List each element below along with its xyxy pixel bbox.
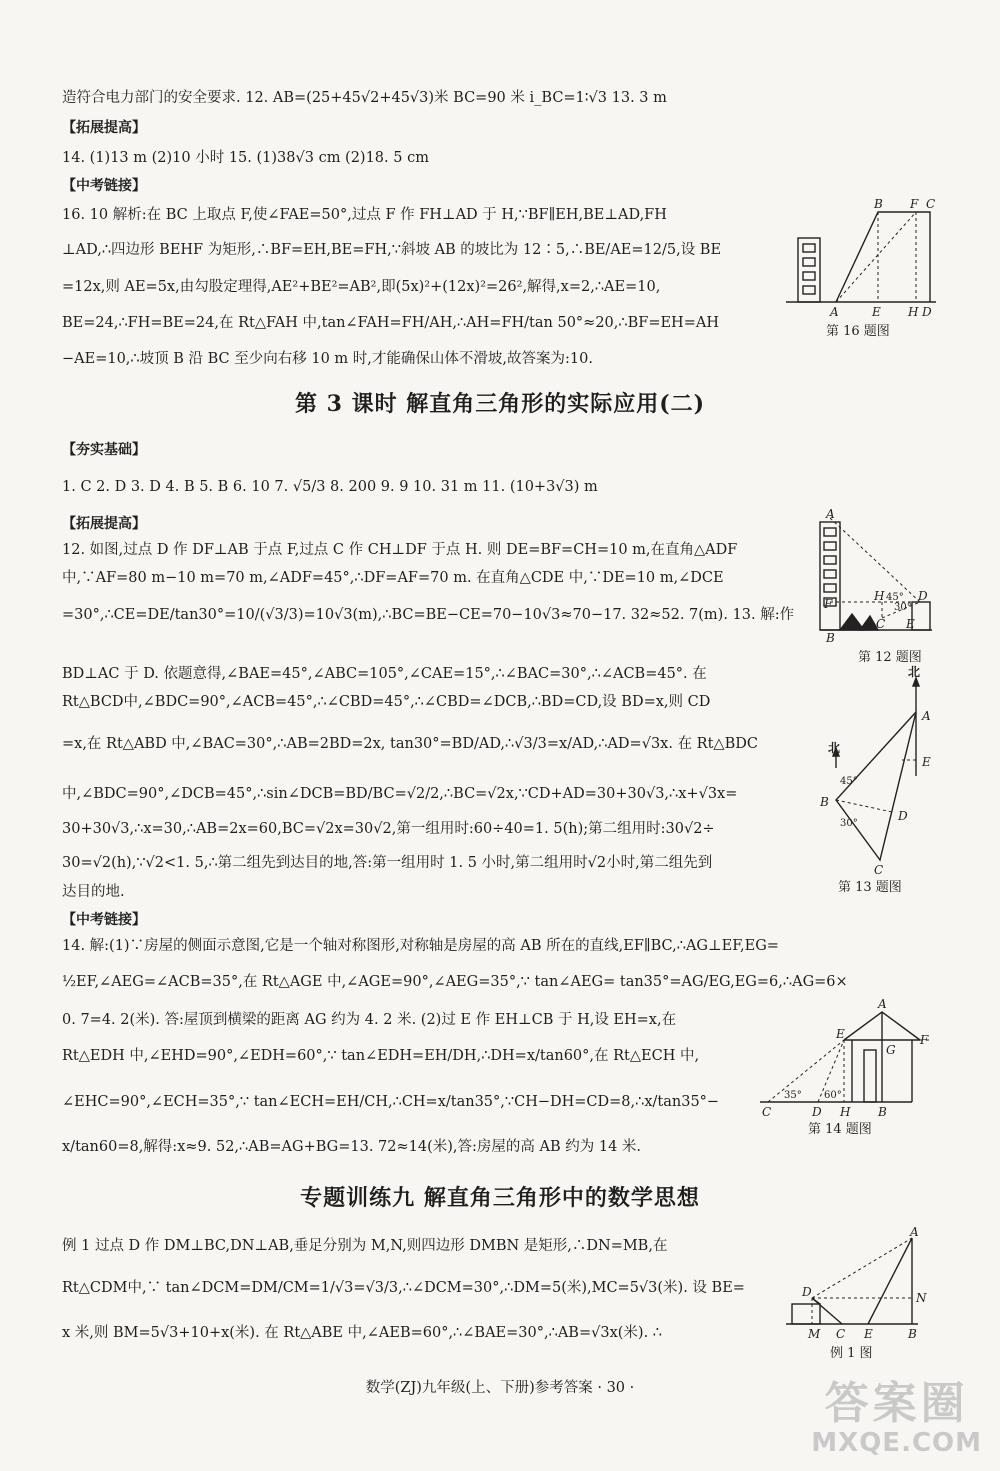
label: C	[876, 617, 886, 631]
example-1-diagram	[786, 1225, 936, 1346]
example-line: 例 1 过点 D 作 DM⊥BC,DN⊥AB,垂足分别为 M,N,则四边形 DMBN 是矩形,∴DN=MB,在	[62, 1238, 668, 1254]
figure-13-diagram	[818, 665, 938, 877]
label: F	[824, 597, 833, 611]
label: A	[878, 997, 887, 1011]
figure-14-diagram	[760, 997, 940, 1122]
q13-line: Rt△BCD中,∠BDC=90°,∠ACB=45°,∴∠CBD=45°,∴∠CBD=∠DCB,∴BD=CD,设 BD=x,则 CD	[62, 694, 711, 710]
figure-14-caption: 第 14 题图	[808, 1122, 872, 1137]
tag-extend: 【拓展提高】	[62, 120, 146, 136]
q14-line: 0. 7=4. 2(米). 答:屋顶到横梁的距离 AG 约为 4. 2 米. (2)过 E 作 EH⊥CB 于 H,设 EH=x,在	[62, 1012, 677, 1028]
section-title: 专题训练九 解直角三角形中的数学思想	[300, 1185, 700, 1211]
tag-exam: 【中考链接】	[62, 178, 146, 194]
q14-line: x/tan60=8,解得:x≈9. 52,∴AB=AG+BG=13. 72≈14(米),答:房屋的高 AB 约为 14 米.	[62, 1139, 642, 1155]
q16-line: ⊥AD,∴四边形 BEHF 为矩形,∴BF=EH,BE=FH,∵斜坡 AB 的坡比为 12∶5,∴BE/AE=12/5,设 BE	[62, 242, 722, 258]
figure-16-diagram	[786, 197, 946, 325]
q14-line: Rt△EDH 中,∠EHD=90°,∠EDH=60°,∵ tan∠EDH=EH/DH,∴DH=x/tan60°,在 Rt△ECH 中,	[62, 1048, 700, 1064]
figure-16-caption: 第 16 题图	[826, 324, 890, 339]
q16-line: −AE=10,∴坡顶 B 沿 BC 至少向右移 10 m 时,才能确保山体不滑坡,故答案为:10.	[62, 351, 593, 367]
label: 北	[828, 741, 841, 755]
q16-line: BE=24,∴FH=BE=24,在 Rt△FAH 中,tan∠FAH=FH/AH,∴AH=FH/tan 50°≈20,∴BF=EH=AH	[62, 315, 719, 331]
example-line: x 米,则 BM=5√3+10+x(米). 在 Rt△ABE 中,∠AEB=60°,∴∠BAE=30°,∴AB=√3x(米). ∴	[62, 1325, 663, 1341]
label: C	[836, 1327, 846, 1341]
text-line: 14. (1)13 m (2)10 小时 15. (1)38√3 cm (2)18. 5 cm	[62, 150, 429, 166]
figure-12-caption: 第 12 题图	[858, 650, 922, 665]
tag-extend: 【拓展提高】	[62, 516, 146, 532]
label: D	[898, 809, 908, 823]
q14-line: ½EF,∠AEG=∠ACB=35°,在 Rt△AGE 中,∠AGE=90°,∠AEG=35°,∵ tan∠AEG= tan35°=AG/EG,EG=6,∴AG=6×	[62, 974, 848, 990]
label: G	[886, 1043, 896, 1057]
figure-12-diagram	[812, 507, 942, 645]
label: C	[874, 863, 884, 877]
q12-line: =30°,∴CE=DE/tan30°=10/(√3/3)=10√3(m),∴BC=BE−CE=70−10√3≈70−17. 32≈52. 7(m). 13. 解:作	[62, 607, 795, 623]
label: 45°	[840, 776, 858, 787]
label: 45°	[886, 592, 904, 603]
example-1-caption: 例 1 图	[830, 1346, 873, 1361]
q13-line: =x,在 Rt△ABD 中,∠BAC=30°,∴AB=2BD=2x, tan30°=BD/AD,∴√3/3=x/AD,∴AD=√3x. 在 Rt△BDC	[62, 736, 758, 752]
label: E	[906, 617, 915, 631]
watermark-text: 答案圈	[824, 1378, 969, 1429]
page-footer: 数学(ZJ)九年级(上、下册)参考答案 · 30 ·	[365, 1380, 635, 1396]
q13-line: 30+30√3,∴x=30,∴AB=2x=60,BC=√2x=30√2,第一组用时:60÷40=1. 5(h);第二组用时:30√2÷	[62, 821, 715, 837]
label: B	[874, 197, 883, 211]
q12-line: 12. 如图,过点 D 作 DF⊥AB 于点 F,过点 C 作 CH⊥DF 于点 H. 则 DE=BF=CH=10 m,在直角△ADF	[62, 542, 738, 558]
figure-13-caption: 第 13 题图	[838, 880, 902, 895]
watermark-url: MXQE.COM	[811, 1428, 982, 1458]
label: 北	[908, 665, 921, 679]
label: H	[840, 1105, 851, 1119]
label: A	[830, 305, 839, 319]
label: B	[826, 631, 835, 645]
q16-line: 16. 10 解析:在 BC 上取点 F,使∠FAE=50°,过点 F 作 FH⊥AD 于 H,∵BF∥EH,BE⊥AD,FH	[62, 207, 667, 223]
label: C	[762, 1105, 772, 1119]
label: H	[874, 589, 885, 603]
label: D	[918, 589, 928, 603]
label: F	[910, 197, 919, 211]
label: D	[812, 1105, 822, 1119]
label: E	[864, 1327, 873, 1341]
q12-line: 中,∵AF=80 m−10 m=70 m,∠ADF=45°,∴DF=AF=70 m. 在直角△CDE 中,∵DE=10 m,∠DCE	[62, 570, 724, 586]
tag-basic: 【夯实基础】	[62, 442, 146, 458]
answers-line: 1. C 2. D 3. D 4. B 5. B 6. 10 7. √5/3 8. 200 9. 9 10. 31 m 11. (10+3√3) m	[62, 479, 598, 495]
label: 35°	[784, 1090, 802, 1101]
q13-line: 30=√2(h),∵√2<1. 5,∴第二组先到达目的地,答:第一组用时 1. 5 小时,第二组用时√2小时,第二组先到	[62, 855, 713, 871]
label: 60°	[824, 1090, 842, 1101]
tag-exam: 【中考链接】	[62, 912, 146, 928]
label: B	[878, 1105, 887, 1119]
label: E	[872, 305, 881, 319]
label: 30°	[894, 602, 912, 613]
text-line: 造符合电力部门的安全要求. 12. AB=(25+45√2+45√3)米 BC=90 米 i_BC=1∶√3 13. 3 m	[62, 90, 667, 106]
label: A	[922, 709, 931, 723]
q13-line: 中,∠BDC=90°,∠DCB=45°,∴sin∠DCB=BD/BC=√2/2,∴BC=√2x,∵CD+AD=30+30√3,∴x+√3x=	[62, 786, 738, 802]
q13-line: 达目的地.	[62, 884, 125, 900]
label: E	[922, 755, 931, 769]
label: D	[802, 1285, 812, 1299]
q14-line: 14. 解:(1)∵房屋的侧面示意图,它是一个轴对称图形,对称轴是房屋的高 AB 所在的直线,EF∥BC,∴AG⊥EF,EG=	[62, 938, 779, 954]
label: F	[920, 1033, 929, 1047]
label: 30°	[840, 818, 858, 829]
label: E	[836, 1027, 845, 1041]
q16-line: =12x,则 AE=5x,由勾股定理得,AE²+BE²=AB²,即(5x)²+(12x)²=26²,解得,x=2,∴AE=10,	[62, 279, 661, 295]
label: D	[922, 305, 932, 319]
label: B	[908, 1327, 917, 1341]
label: B	[820, 795, 829, 809]
label: N	[916, 1291, 927, 1305]
label: C	[926, 197, 936, 211]
q13-line: BD⊥AC 于 D. 依题意得,∠BAE=45°,∠ABC=105°,∠CAE=15°,∴∠BAC=30°,∴∠ACB=45°. 在	[62, 666, 707, 682]
watermark	[811, 1380, 982, 1458]
example-line: Rt△CDM中,∵ tan∠DCM=DM/CM=1/√3=√3/3,∴∠DCM=30°,∴DM=5(米),MC=5√3(米). 设 BE=	[62, 1280, 745, 1296]
label: H	[908, 305, 919, 319]
label: M	[808, 1327, 821, 1341]
label: A	[826, 507, 835, 521]
label: A	[910, 1225, 919, 1239]
q14-line: ∠EHC=90°,∠ECH=35°,∵ tan∠ECH=EH/CH,∴CH=x/tan35°,∵CH−DH=CD=8,∴x/tan35°−	[62, 1094, 720, 1110]
section-title: 第 3 课时 解直角三角形的实际应用(二)	[294, 391, 706, 417]
